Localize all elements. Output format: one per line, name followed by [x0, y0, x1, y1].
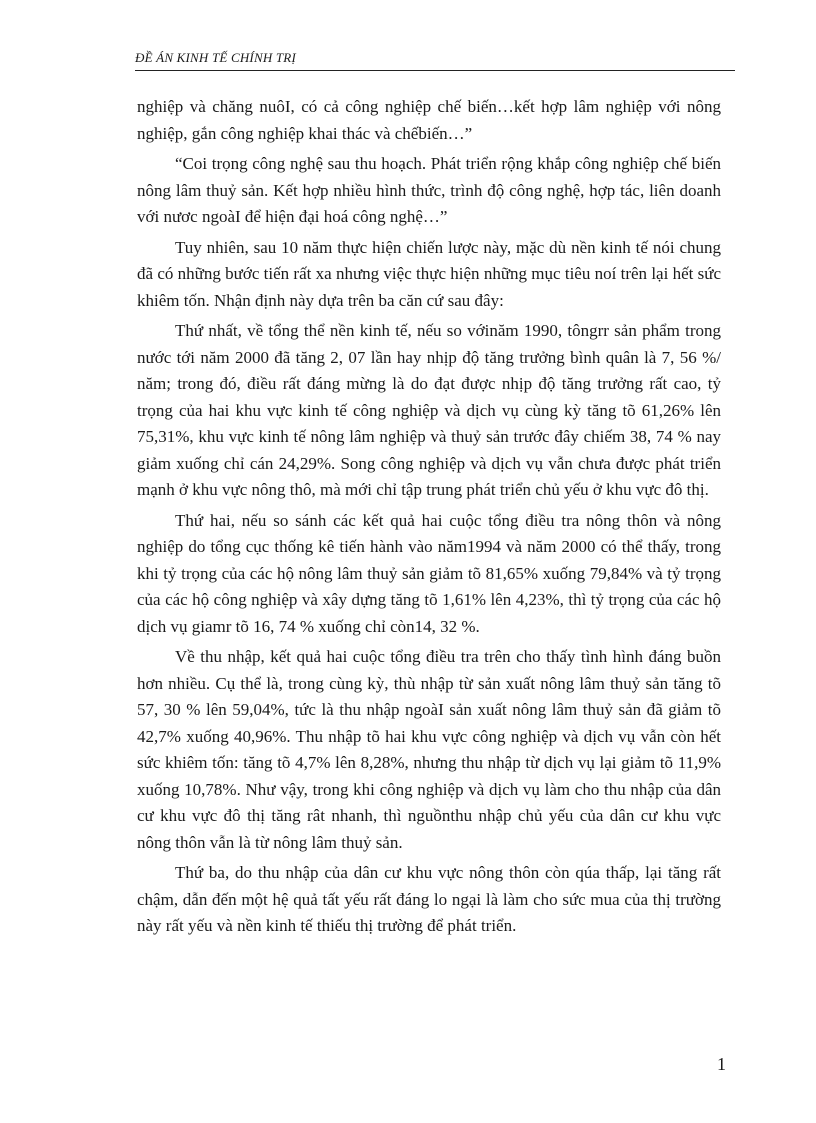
- paragraph: Tuy nhiên, sau 10 năm thực hiện chiến lược này, mặc dù nền kinh tế nói chung đã có những bước tiến rất xa nhưng việc thực hiện những mục tiêu noí trên lại hết sức khiêm tốn. Nhận định này dựa trên ba căn cứ sau đây:: [137, 237, 721, 310]
- body-text: [137, 94, 721, 944]
- paragraph: Thứ nhất, về tổng thể nền kinh tế, nếu so vớinăm 1990, tôngrr sản phẩm trong nước tới năm 2000 đã tăng 2, 07 lần hay nhịp độ tăng trưởng bình quân là 7, 56 %/ năm; trong đó, điều rất đáng mừng là do đạt được nhịp độ tăng trưởng rất cao, tỷ trọng của hai khu vực kinh tế công nghiệp và dịch vụ cùng kỳ tăng tõ 61,26% lên 75,31%, khu vực kinh tế nông lâm nghiệp và thuỷ sản trước đây chiếm 38, 74 % nay giảm xuống chỉ cán 24,29%. Song công nghiệp và dịch vụ vẫn chưa được phát triển mạnh ở khu vực nông thô, mà mới chỉ tập trung phát triển chủ yếu ở khu vực đô thị.: [137, 321, 721, 499]
- paragraph: Về thu nhập, kết quả hai cuộc tổng điều tra trên cho thấy tình hình đáng buồn hơn nhiều. Cụ thể là, trong cùng kỳ, thù nhập từ sản xuất nông lâm thuỷ sản tăng tõ 57, 30 % lên 59,04%, tức là thu nhập ngoàI sản xuất nông lâm thuỷ sản đã giảm tõ 42,7% xuống 40,96%. Thu nhập tõ hai khu vực công nghiệp và dịch vụ vẫn còn hết sức khiêm tốn: tăng tõ 4,7% lên 8,28%, nhưng thu nhập từ dịch vụ lại giảm tõ 11,9% xuống 10,78%. Như vậy, trong khi công nghiệp và dịch vụ làm cho thu nhập của dân cư khu vực đô thị tăng rât nhanh, thì nguồnthu nhập chủ yếu của dân cư khu vực nông thôn vẫn là từ nông lâm thuỷ sản.: [137, 647, 721, 852]
- paragraph: nghiệp và chăng nuôI, có cả công nghiệp chế biến…kết hợp lâm nghiệp với nông nghiệp, gắn công nghiệp khai thác và chếbiến…”: [137, 97, 721, 143]
- paragraph: Thứ hai, nếu so sánh các kết quả hai cuộc tổng điều tra nông thôn và nông nghiệp do tổng cục thống kê tiến hành vào năm1994 và năm 2000 có thể thấy, trong khi tỷ trọng của các hộ nông lâm thuỷ sản giảm tõ 81,65% xuống 79,84% và tỷ trọng của các hộ công nghiệp và xây dựng tăng tõ 1,61% lên 4,23%, thì tỷ trọng của các hộ dịch vụ giamr tõ 16, 74 % xuống chỉ còn14, 32 %.: [137, 510, 721, 636]
- paragraph: “Coi trọng công nghệ sau thu hoạch. Phát triển rộng khắp công nghiệp chế biến nông lâm thuỷ sản. Kết hợp nhiều hình thức, trình độ công nghệ, hợp tác, liên doanh với nươc ngoàI để hiện đại hoá công nghệ…”: [137, 154, 721, 226]
- paragraph: Thứ ba, do thu nhập của dân cư khu vực nông thôn còn qúa thấp, lại tăng rất chậm, dẫn đến một hệ quả tất yếu rất đáng lo ngại là làm cho sức mua của thị trường này rất yếu và nền kinh tế thiếu thị trường để phát triển.: [137, 863, 721, 935]
- page-number: 1: [717, 1054, 726, 1074]
- page-header: ĐỀ ÁN KINH TẾ CHÍNH TRỊ: [135, 50, 735, 71]
